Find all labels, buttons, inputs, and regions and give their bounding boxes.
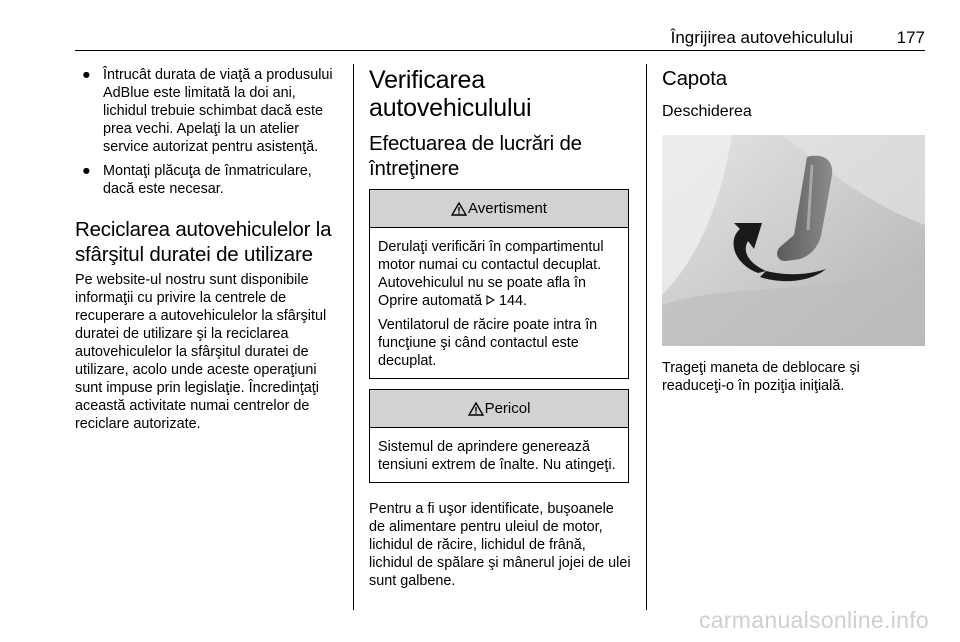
warning-paragraph-2: Ventilatorul de răcire poate intra în funcţiune şi când contactul este decuplat. [378, 317, 598, 369]
hood-release-photo [662, 135, 925, 346]
column-divider-2 [646, 64, 647, 610]
page-reference-icon [486, 295, 495, 305]
bullet-icon: ● [82, 67, 91, 83]
warning-title: Avertisment [468, 200, 547, 217]
list-item [75, 66, 340, 156]
warning-triangle-icon [451, 202, 467, 216]
warning-header [370, 190, 628, 228]
recycling-text: Pe website-ul nostru sunt disponibile informaţii cu privire la centrele de recuperare a autovehiculelor la sfârşitul duratei de utilizare şi la reciclarea autovehiculelor la sfârşitul duratei de utilizare, acolo unde aceste operaţiuni sunt impuse prin legislaţie. Încredinţaţi această activitate numai centrelor de reciclare autorizate. [75, 272, 327, 432]
page-header [75, 28, 925, 51]
warning-body [370, 228, 628, 378]
column-divider-1 [353, 64, 354, 610]
opening-heading: Deschiderea [662, 103, 752, 120]
danger-box [369, 389, 629, 483]
column-left [75, 66, 340, 433]
hood-heading: Capota [662, 67, 727, 90]
danger-header [370, 390, 628, 428]
danger-title: Pericol [484, 400, 531, 417]
watermark: carmanualsonline.info [698, 607, 929, 633]
danger-body [370, 428, 628, 482]
page-number: 177 [896, 28, 925, 47]
list-item-text: Întrucât durata de viaţă a produsului AdBlue este limitată la doi ani, lichidul trebuie schimbat dacă este prea vechi. Apelaţi la un atelier service autorizat pentru asistenţă. [103, 67, 333, 155]
hood-caption: Trageţi maneta de deblocare şi readuceţi-o în poziţia iniţială. [662, 360, 860, 394]
warning-text: Derulaţi verificări în compartimentul motor numai cu contactul decuplat. Autovehiculul nu se poate afla în Oprire automată [378, 239, 604, 309]
column-middle [369, 66, 632, 590]
danger-text: Sistemul de aprindere generează tensiuni extrem de înalte. Nu atingeţi. [378, 439, 616, 473]
bullet-icon: ● [82, 163, 91, 179]
hood-release-lever-illustration [662, 135, 925, 346]
maintenance-heading: Efectuarea de lucrări de întreţinere [369, 132, 582, 180]
warning-paragraph [378, 238, 621, 310]
list-item [75, 162, 340, 198]
list-item-text: Montaţi plăcuţa de înmatriculare, dacă este necesar. [103, 163, 312, 197]
warning-box [369, 189, 629, 379]
recycling-heading: Reciclarea autovehiculelor la sfârşitul duratei de utilizare [75, 218, 332, 266]
header-title: Îngrijirea autovehiculului [670, 28, 853, 47]
warning-triangle-icon [468, 402, 484, 416]
column-right [662, 66, 925, 395]
warning-page-ref[interactable]: 144. [494, 293, 527, 309]
section-heading: Verificarea autovehiculului [369, 66, 532, 122]
fill-caps-text: Pentru a fi uşor identificate, buşoanele de alimentare pentru uleiul de motor, lichidul de răcire, lichidul de frână, lichidul de spălare şi mânerul jojei de ulei sunt galbene. [369, 501, 631, 589]
